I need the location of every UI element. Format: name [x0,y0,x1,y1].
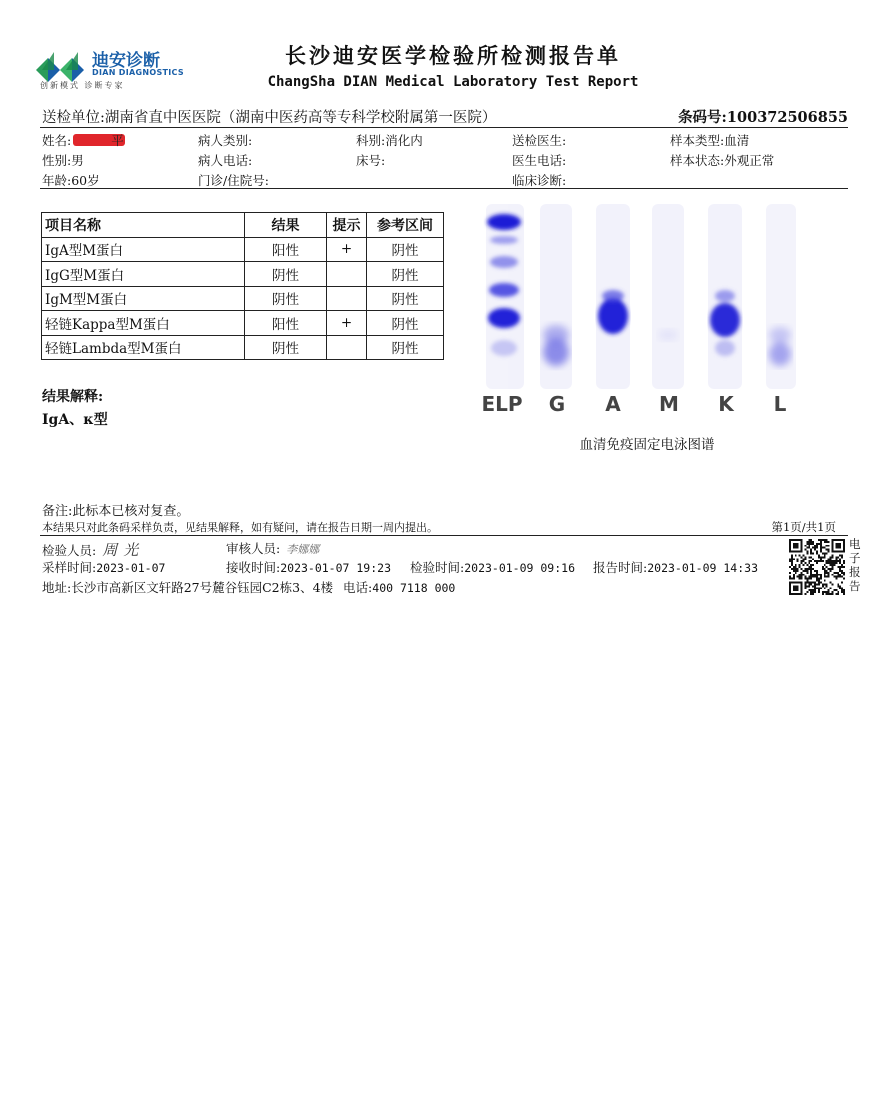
doctor-phone [512,151,566,169]
tel-value: 400 7118 000 [372,581,456,595]
item-reference: 阴性 [367,335,444,360]
bed-number [356,151,385,169]
department-label: 科别: [356,133,386,148]
sample-type-label: 样本类型: [670,133,725,148]
col-header-flag: 提示 [327,213,367,238]
doctor-phone-label: 医生电话: [512,153,567,168]
department-value: 消化内 [385,133,423,148]
submit-unit-label: 送检单位: [42,110,105,126]
table-row [42,237,444,262]
item-reference: 阴性 [367,262,444,287]
col-header-result: 结果 [245,213,327,238]
item-reference: 阴性 [367,286,444,311]
patient-phone-label: 病人电话: [198,153,253,168]
patient-sex [42,151,84,169]
receive-time-label: 接收时间: [226,560,281,575]
divider [40,188,848,189]
reviewer [226,539,319,557]
logo-english-name: DIAN DIAGNOSTICS [92,68,184,77]
patient-sex-value: 男 [71,153,84,168]
col-header-item: 项目名称 [42,213,245,238]
table-row [42,311,444,336]
results-table [41,212,444,360]
submit-unit [42,106,496,127]
sample-type [670,131,749,149]
sample-time [42,558,165,576]
table-row [42,286,444,311]
report-title-en: ChangSha DIAN Medical Laboratory Test Report [267,74,639,90]
patient-sex-label: 性别: [42,153,72,168]
e-report-label: 电子报告 [849,537,861,593]
item-name: 轻链Lambda型M蛋白 [42,335,245,360]
interpretation-title: 结果解释: [42,389,104,405]
lane-label: G [548,392,566,416]
sample-time-label: 采样时间: [42,560,97,575]
item-flag [327,335,367,360]
lane-label: A [605,392,621,416]
submit-unit-value: 湖南省直中医医院（湖南中医药高等专科学校附属第一医院） [104,110,497,126]
sample-status-label: 样本状态: [670,153,725,168]
item-name: IgM型M蛋白 [42,286,245,311]
table-row [42,262,444,287]
patient-type [198,131,252,149]
tel-label: 电话: [343,580,373,595]
bed-number-label: 床号: [356,153,386,168]
lane-label: ELP [481,392,523,416]
reviewer-signature: 李娜娜 [286,543,320,556]
tester-signature: 周光 [102,541,145,559]
clinical-diagnosis-label: 临床诊断: [512,173,567,188]
clinical-diagnosis [512,171,566,189]
divider [40,127,848,128]
item-name: IgG型M蛋白 [42,262,245,287]
report-time [593,558,758,576]
sample-type-value: 血清 [724,133,750,148]
sample-time-value: 2023-01-07 [96,561,166,575]
item-flag [327,286,367,311]
item-result: 阴性 [245,335,327,360]
report-time-label: 报告时间: [593,560,648,575]
gel-caption: 血清免疫固定电泳图谱 [579,437,715,453]
item-result: 阳性 [245,311,327,336]
test-time-label: 检验时间: [410,560,465,575]
report-title-cn: 长沙迪安医学检验所检测报告单 [285,43,621,68]
clinic-number-label: 门诊/住院号: [198,173,269,188]
item-result: 阴性 [245,286,327,311]
test-time-value: 2023-01-09 09:16 [464,561,575,575]
barcode [678,106,848,127]
barcode-label: 条码号: [678,109,727,126]
lane-label: M [659,392,679,416]
divider [40,535,848,536]
col-header-reference: 参考区间 [367,213,444,238]
item-flag: + [327,237,367,262]
patient-phone [198,151,252,169]
lane-label: L [773,392,787,416]
item-result: 阴性 [245,262,327,287]
sample-status-value: 外观正常 [724,153,775,168]
logo-slogan: 创新模式 诊断专家 [40,81,125,90]
address-text: 地址:长沙市高新区文轩路27号麓谷钰园C2栋3、4楼 [42,580,334,595]
patient-name-tail: 平 [111,133,124,148]
logo-name: 迪安诊断 [92,51,160,71]
tester [42,539,144,560]
patient-name-label: 姓名: [42,133,72,148]
tester-label: 检验人员: [42,543,97,558]
page-number: 第1页/共1页 [771,520,836,534]
item-flag [327,262,367,287]
receive-time-value: 2023-01-07 19:23 [280,561,391,575]
test-time [410,558,575,576]
immunofixation-gel-image [478,200,800,420]
reviewer-label: 审核人员: [226,541,281,556]
item-result: 阳性 [245,237,327,262]
lab-address [42,578,455,596]
referring-doctor-label: 送检医生: [512,133,567,148]
patient-age [42,171,100,189]
clinic-number [198,171,269,189]
item-flag: + [327,311,367,336]
remark: 备注:此标本已核对复查。 [42,504,190,519]
barcode-value: 100372506855 [726,109,848,126]
report-time-value: 2023-01-09 14:33 [647,561,758,575]
item-reference: 阴性 [367,237,444,262]
interpretation-value: IgA、κ型 [42,412,108,428]
item-name: 轻链Kappa型M蛋白 [42,311,245,336]
receive-time [226,558,391,576]
disclaimer: 本结果只对此条码采样负责，见结果解释，如有疑问，请在报告日期一周内提出。 [42,521,438,534]
item-name: IgA型M蛋白 [42,237,245,262]
patient-age-value: 60岁 [71,173,100,188]
patient-type-label: 病人类别: [198,133,253,148]
patient-name [42,131,124,149]
department [356,131,423,149]
patient-age-label: 年龄: [42,173,72,188]
referring-doctor [512,131,566,149]
table-row [42,335,444,360]
table-header-row [42,213,444,238]
lane-label: K [718,392,734,416]
qr-code-icon[interactable] [789,539,845,595]
item-reference: 阴性 [367,311,444,336]
sample-status [670,151,774,169]
